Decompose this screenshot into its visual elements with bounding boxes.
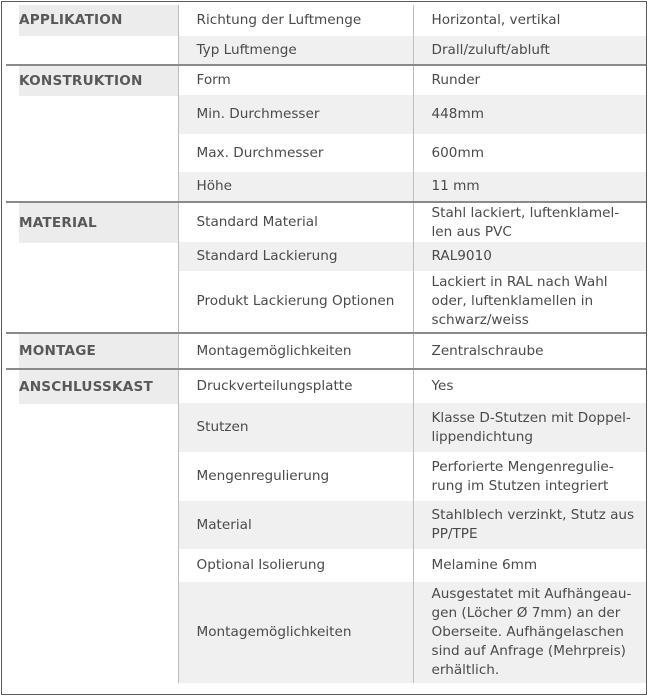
property-value (413, 333, 646, 369)
value-line: Runder (431, 72, 481, 88)
spec-row (6, 369, 646, 403)
category-label: APPLIKATION (19, 5, 179, 36)
property-value (413, 452, 646, 501)
property-label: Material (178, 501, 413, 549)
value-line: sind auf Anfrage (Mehrpreis) (431, 643, 626, 659)
value-line: erhältlich. (431, 662, 500, 678)
value-line: oder, luftenklamellen in (431, 293, 594, 309)
category-label: ANSCHLUSSKAST (19, 370, 179, 404)
property-label: Form (178, 65, 413, 95)
category-cell (6, 369, 178, 683)
value-line: Zentralschraube (431, 342, 544, 359)
value-line: len aus PVC (431, 223, 512, 240)
property-label: Montagemöglichkeiten (178, 582, 413, 683)
property-value (413, 36, 646, 65)
category-label: MONTAGE (19, 334, 179, 368)
property-value (413, 501, 646, 549)
category-label: KONSTRUKTION (19, 66, 179, 96)
value-line: RAL9010 (431, 248, 492, 264)
value-line: 600mm (431, 144, 484, 161)
property-label: Optional Isolierung (178, 549, 413, 582)
value-line: PP/TPE (431, 526, 478, 542)
property-label: Stutzen (178, 403, 413, 452)
property-label: Mengenregulierung (178, 452, 413, 501)
category-cell (6, 65, 178, 202)
property-label: Min. Durchmesser (178, 95, 413, 134)
category-cell (6, 202, 178, 333)
property-label: Montagemöglichkeiten (178, 333, 413, 369)
value-line: Stahl lackiert, luftenklamel- (431, 204, 620, 221)
property-label: Standard Lackierung (178, 242, 413, 271)
category-cell (6, 333, 178, 369)
property-value (413, 202, 646, 242)
spec-row (6, 5, 646, 36)
spec-row (6, 65, 646, 95)
value-line: Oberseite. Aufhängelaschen (431, 624, 624, 640)
value-line: Horizontal, vertikal (431, 12, 561, 28)
property-value (413, 95, 646, 134)
value-line: 11 mm (431, 178, 480, 194)
value-line: Klasse D-Stutzen mit Doppel- (431, 409, 631, 426)
category-cell (6, 5, 178, 65)
property-label: Max. Durchmesser (178, 134, 413, 172)
property-label: Produkt Lackierung Optionen (178, 271, 413, 333)
value-line: Ausgestatet mit Aufhängeau- (431, 586, 632, 602)
spec-table (6, 5, 646, 683)
value-line: Stahlblech verzinkt, Stutz aus (431, 507, 635, 523)
property-value (413, 369, 646, 403)
property-label: Höhe (178, 172, 413, 202)
value-line: schwarz/weiss (431, 312, 529, 328)
value-line: gen (Löcher Ø 7mm) an der (431, 605, 621, 621)
property-value (413, 403, 646, 452)
property-value (413, 271, 646, 333)
value-line: Lackiert in RAL nach Wahl (431, 274, 608, 290)
value-line: 448mm (431, 106, 484, 122)
property-label: Standard Material (178, 202, 413, 242)
property-label: Richtung der Luftmenge (178, 5, 413, 36)
value-line: lippendichtung (431, 428, 533, 445)
property-value (413, 134, 646, 172)
spec-table-frame (1, 1, 647, 695)
category-label: MATERIAL (19, 203, 179, 243)
property-value (413, 549, 646, 582)
value-line: Drall/zuluft/abluft (431, 41, 550, 58)
property-value (413, 242, 646, 271)
property-label: Druckverteilungsplatte (178, 369, 413, 403)
value-line: rung im Stutzen integriert (431, 477, 609, 494)
value-line: Yes (431, 378, 454, 394)
property-value (413, 582, 646, 683)
property-value (413, 65, 646, 95)
spec-row (6, 333, 646, 369)
property-value (413, 172, 646, 202)
property-value (413, 5, 646, 36)
spec-row (6, 202, 646, 242)
value-line: Melamine 6mm (431, 557, 538, 573)
value-line: Perforierte Mengenregulie- (431, 458, 614, 475)
property-label: Typ Luftmenge (178, 36, 413, 65)
